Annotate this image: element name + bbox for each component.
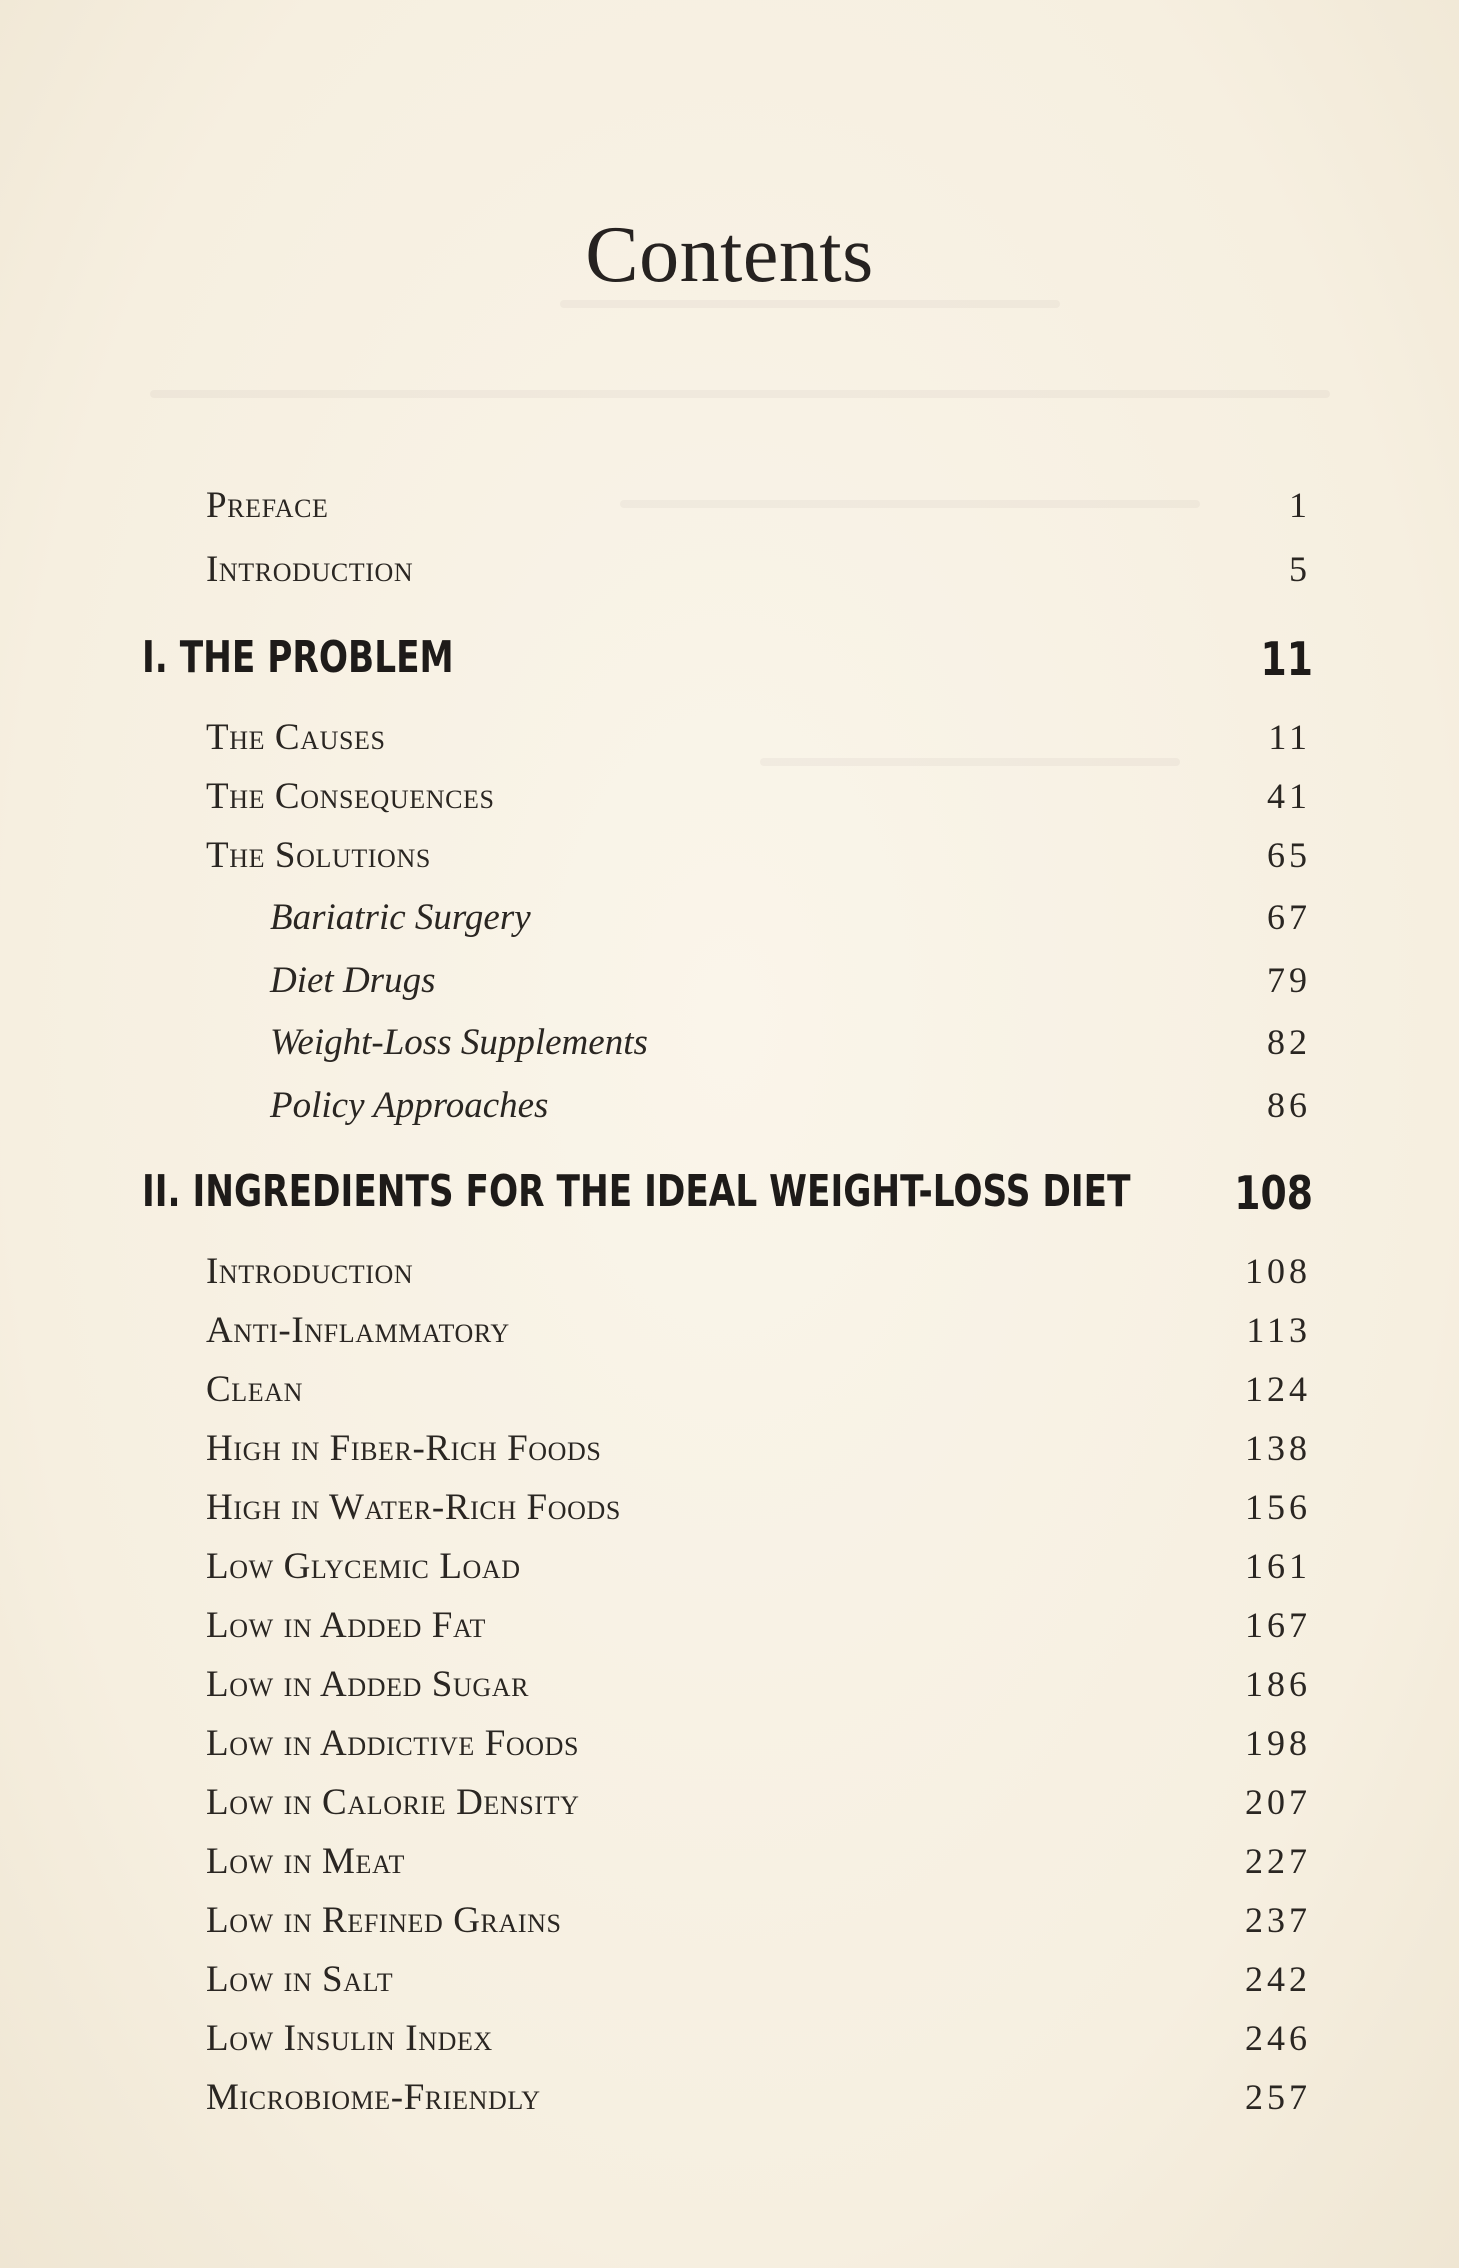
toc-entry-label: Anti-Inflammatory xyxy=(206,1310,510,1351)
toc-entry-label: Introduction xyxy=(206,1251,414,1292)
toc-entry-label: Low in Added Sugar xyxy=(206,1664,530,1705)
toc-part-label: II. INGREDIENTS FOR THE IDEAL WEIGHT-LOSS DIET xyxy=(142,1166,1131,1217)
toc-part-page: 11 xyxy=(1260,632,1313,686)
toc-part-label: I. THE PROBLEM xyxy=(142,632,454,683)
toc-entry-label: Low in Added Fat xyxy=(206,1605,486,1646)
toc-entry[interactable] xyxy=(0,1604,1459,1664)
toc-entry-label: Clean xyxy=(206,1369,303,1410)
toc-entry-label: Low Insulin Index xyxy=(206,2018,493,2059)
toc-entry[interactable] xyxy=(0,834,1459,894)
toc-entry[interactable] xyxy=(0,1368,1459,1428)
toc-entry-page: 161 xyxy=(1245,1546,1311,1586)
toc-entry[interactable] xyxy=(0,2076,1459,2136)
toc-entry-label: Low in Meat xyxy=(206,1841,406,1882)
toc-entry[interactable] xyxy=(0,1427,1459,1487)
toc-entry-label: The Solutions xyxy=(206,835,431,876)
toc-entry[interactable] xyxy=(0,1781,1459,1841)
toc-entry-page: 5 xyxy=(1289,549,1311,589)
toc-entry-label: Introduction xyxy=(206,549,414,590)
toc-entry-page: 156 xyxy=(1245,1487,1311,1527)
toc-subentry-page: 79 xyxy=(1267,960,1311,1000)
toc-part-page: 108 xyxy=(1234,1166,1313,1220)
toc-entry[interactable] xyxy=(0,1309,1459,1369)
toc-entry[interactable] xyxy=(0,548,1459,608)
toc-entry[interactable] xyxy=(0,775,1459,835)
toc-subentry-label: Weight-Loss Supplements xyxy=(270,1022,648,1063)
toc-entry[interactable] xyxy=(0,1840,1459,1900)
toc-subentry-page: 86 xyxy=(1267,1085,1311,1125)
toc-entry[interactable] xyxy=(0,1899,1459,1959)
toc-entry[interactable] xyxy=(0,1722,1459,1782)
toc-entry[interactable] xyxy=(0,1250,1459,1310)
toc-entry-label: High in Fiber-Rich Foods xyxy=(206,1428,602,1469)
toc-subentry[interactable] xyxy=(0,1021,1459,1081)
toc-part-heading[interactable] xyxy=(0,1166,1459,1236)
toc-entry-page: 138 xyxy=(1245,1428,1311,1468)
toc-subentry-label: Policy Approaches xyxy=(270,1085,549,1126)
toc-entry-label: High in Water-Rich Foods xyxy=(206,1487,621,1528)
toc-entry-label: Microbiome-Friendly xyxy=(206,2077,541,2118)
toc-entry-page: 246 xyxy=(1245,2018,1311,2058)
toc-entry[interactable] xyxy=(0,716,1459,776)
toc-subentry-page: 82 xyxy=(1267,1022,1311,1062)
toc-entry-label: Low in Calorie Density xyxy=(206,1782,580,1823)
toc-entry[interactable] xyxy=(0,1663,1459,1723)
page-title: Contents xyxy=(585,211,874,299)
toc-subentry-label: Bariatric Surgery xyxy=(270,897,531,938)
toc-entry-label: Low in Salt xyxy=(206,1959,394,2000)
toc-subentry[interactable] xyxy=(0,959,1459,1019)
toc-entry-page: 186 xyxy=(1245,1664,1311,1704)
toc-entry-page: 167 xyxy=(1245,1605,1311,1645)
toc-entry-page: 11 xyxy=(1268,717,1311,757)
toc-entry[interactable] xyxy=(0,1486,1459,1546)
toc-entry-page: 242 xyxy=(1245,1959,1311,1999)
toc-entry-page: 198 xyxy=(1245,1723,1311,1763)
toc-entry-page: 257 xyxy=(1245,2077,1311,2117)
toc-entry-page: 237 xyxy=(1245,1900,1311,1940)
toc-subentry-page: 67 xyxy=(1267,897,1311,937)
toc-entry-label: Low in Refined Grains xyxy=(206,1900,562,1941)
toc-entry[interactable] xyxy=(0,1958,1459,2018)
toc-entry[interactable] xyxy=(0,1545,1459,1605)
toc-entry-page: 65 xyxy=(1267,835,1311,875)
toc-entry[interactable] xyxy=(0,2017,1459,2077)
toc-entry-label: The Causes xyxy=(206,717,386,758)
toc-entry[interactable] xyxy=(0,484,1459,544)
toc-part-heading[interactable] xyxy=(0,632,1459,702)
toc-entry-label: The Consequences xyxy=(206,776,495,817)
toc-entry-page: 124 xyxy=(1245,1369,1311,1409)
toc-entry-page: 1 xyxy=(1289,485,1311,525)
toc-entry-label: Low Glycemic Load xyxy=(206,1546,521,1587)
toc-subentry[interactable] xyxy=(0,1084,1459,1144)
toc-entry-page: 41 xyxy=(1267,776,1311,816)
toc-entry-page: 108 xyxy=(1245,1251,1311,1291)
toc-entry-label: Low in Addictive Foods xyxy=(206,1723,580,1764)
toc-subentry[interactable] xyxy=(0,896,1459,956)
toc-subentry-label: Diet Drugs xyxy=(270,960,436,1001)
toc-entry-page: 227 xyxy=(1245,1841,1311,1881)
toc-entry-label: Preface xyxy=(206,485,329,526)
toc-entry-page: 113 xyxy=(1246,1310,1311,1350)
toc-entry-page: 207 xyxy=(1245,1782,1311,1822)
